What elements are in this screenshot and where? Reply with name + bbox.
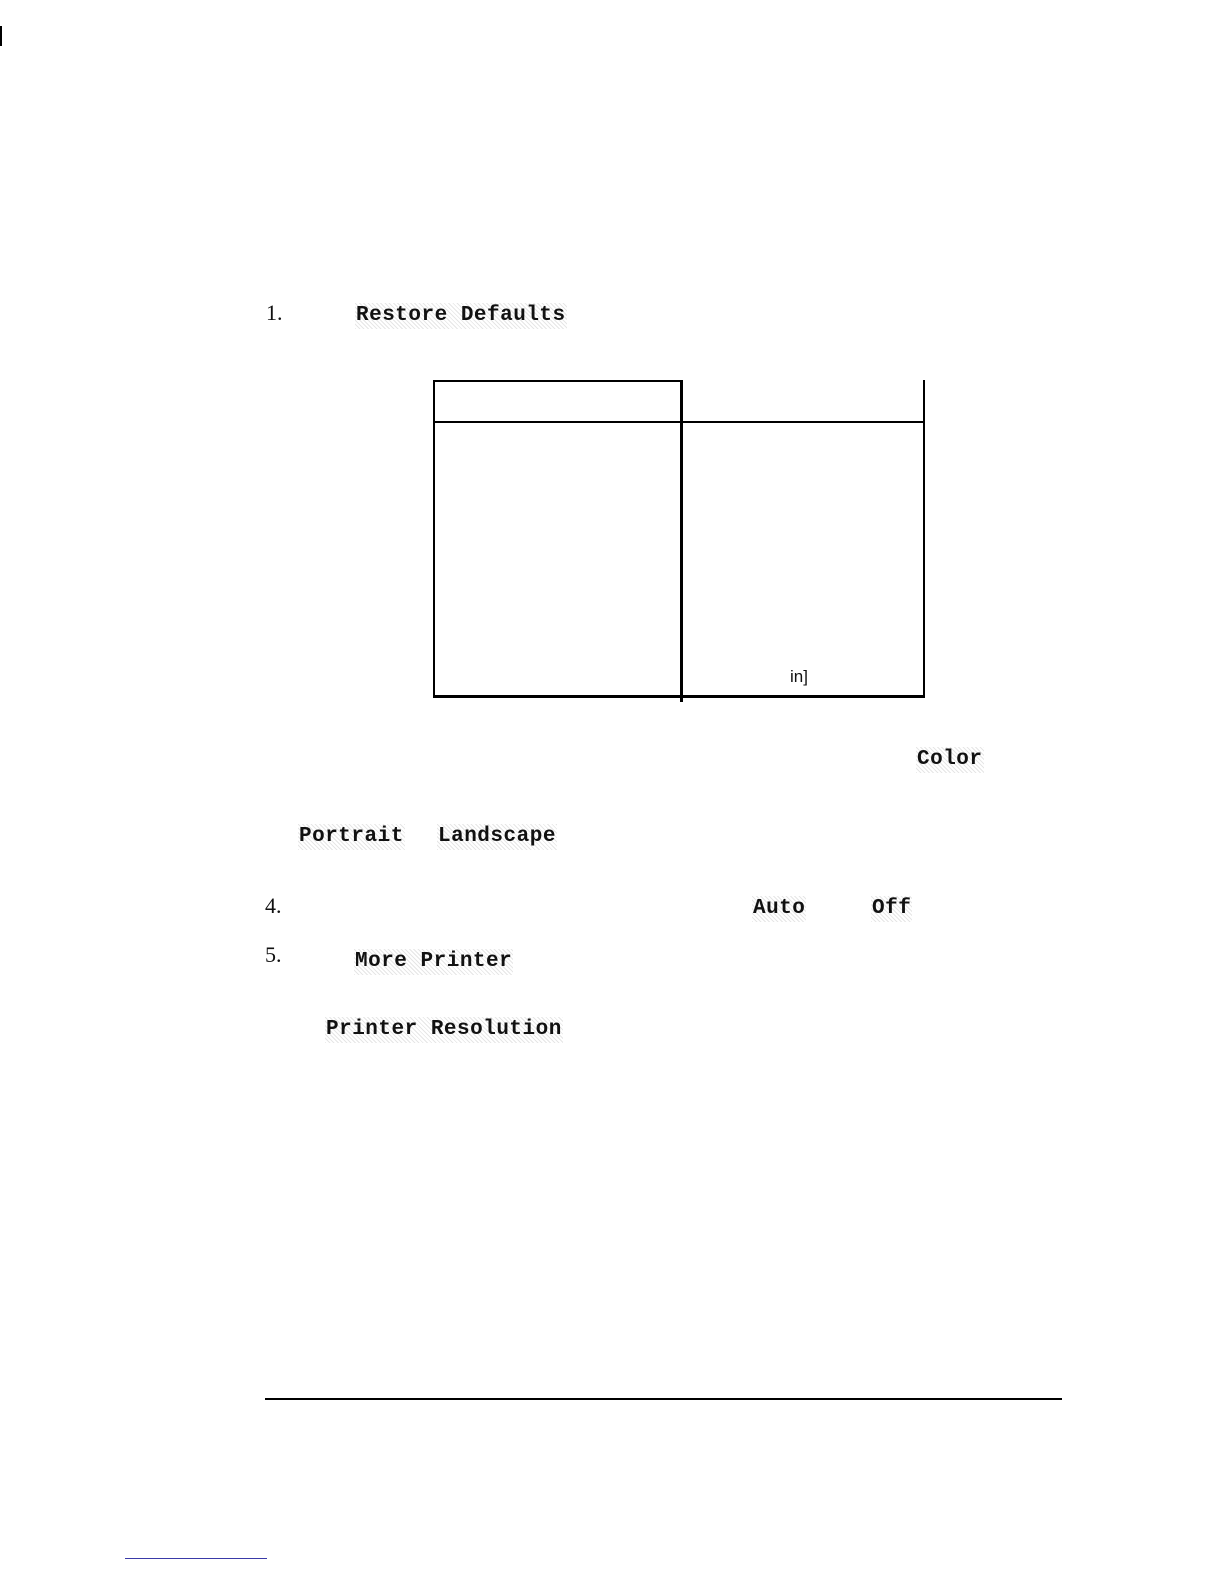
off-label: Off: [872, 897, 912, 920]
more-printer-softkey[interactable]: [354, 951, 513, 972]
printer-resolution-softkey[interactable]: [325, 1019, 563, 1040]
portrait-label: Portrait: [299, 825, 404, 848]
step-number-4: 4.: [265, 893, 282, 918]
auto-label: Auto: [753, 897, 806, 920]
auto-softkey[interactable]: [752, 898, 806, 919]
landscape-softkey[interactable]: [437, 826, 557, 847]
defaults-table: [433, 380, 925, 698]
step-number-5: 5.: [265, 942, 282, 967]
bottom-link-underline: [125, 1558, 267, 1559]
table-header-rule: [435, 421, 923, 423]
table-cell-fragment: in]: [790, 667, 808, 686]
more-printer-label: More Printer: [355, 950, 513, 973]
color-softkey[interactable]: [916, 749, 984, 770]
landscape-label: Landscape: [438, 825, 556, 848]
step-number-1: 1.: [266, 300, 283, 325]
page-edge-mark: [0, 26, 2, 46]
restore-defaults-label: Restore Defaults: [356, 304, 566, 327]
printer-resolution-label: Printer Resolution: [326, 1018, 562, 1041]
restore-defaults-softkey[interactable]: [355, 305, 567, 326]
portrait-softkey[interactable]: [298, 826, 405, 847]
footer-rule: [265, 1398, 1062, 1400]
color-label: Color: [917, 748, 983, 771]
off-softkey[interactable]: [871, 898, 912, 919]
table-column-rule: [680, 380, 683, 702]
table-top-rule: [435, 380, 681, 382]
